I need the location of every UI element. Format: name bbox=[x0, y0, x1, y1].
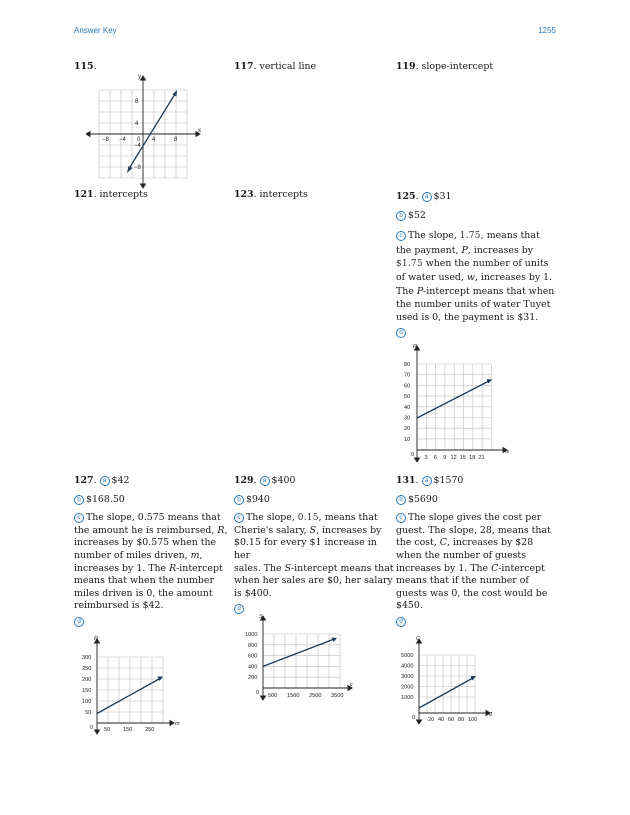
x-tick-label: 21 bbox=[478, 455, 485, 461]
y-tick-label: 400 bbox=[248, 664, 258, 671]
answer-117 bbox=[234, 61, 316, 74]
x-tick-label: 80 bbox=[458, 717, 465, 723]
part-c-text: c The slope, 1.75, means that the payment, P, increases by $1.75 when the number of units of water used, w, increases by 1. The P-intercept means that when the number units of water Tuyet used is 0, the payment is $31. bbox=[396, 230, 555, 324]
y-tick-label: 150 bbox=[82, 688, 92, 694]
running-header-title: Answer Key bbox=[74, 26, 117, 35]
answer-129 bbox=[234, 475, 394, 616]
y-tick-label: 4000 bbox=[401, 663, 414, 670]
x-tick-label: 18 bbox=[469, 455, 476, 461]
x-tick-label: 20 bbox=[428, 717, 435, 723]
x-tick-label: 100 bbox=[468, 717, 478, 723]
y-tick-label: 70 bbox=[404, 372, 411, 379]
y-tick-label: 50 bbox=[85, 710, 92, 716]
answer-121 bbox=[74, 189, 148, 202]
x-tick-label: 4 bbox=[152, 137, 156, 143]
answer-number: 129 bbox=[234, 475, 254, 486]
part-marker-c: c bbox=[396, 231, 406, 241]
part-marker-d: d bbox=[396, 617, 406, 627]
y-tick-label: −4 bbox=[134, 143, 141, 149]
y-axis-label: C bbox=[416, 636, 421, 642]
graph-line bbox=[417, 382, 488, 419]
answer-number: 119 bbox=[396, 61, 416, 72]
x-tick-label: 3 bbox=[424, 455, 428, 461]
y-tick-label: 60 bbox=[404, 383, 411, 390]
part-c-text: c The slope, 0.575 means that the amount he is reimbursed, R, increases by $0.575 when the number of miles driven, m, increases by 1. The R-intercept means that when the number miles driven is 0, the amount reimbursed is $42. bbox=[74, 512, 228, 612]
part-marker-b: b bbox=[234, 495, 244, 505]
x-axis-label: x bbox=[198, 128, 201, 134]
y-tick-label: 800 bbox=[248, 642, 258, 649]
y-tick-label: 80 bbox=[404, 362, 411, 368]
y-tick-label: 100 bbox=[82, 699, 92, 705]
y-tick-label: 30 bbox=[404, 415, 411, 422]
answer-number: 125 bbox=[396, 191, 416, 202]
x-axis-label: m bbox=[175, 721, 180, 727]
part-b-text: $168.50 bbox=[86, 493, 125, 505]
part-a-text: $42 bbox=[111, 475, 130, 486]
x-tick-label: 500 bbox=[268, 693, 278, 699]
y-tick-label: 200 bbox=[82, 677, 92, 683]
part-a-text: $31 bbox=[433, 191, 452, 202]
y-axis-label: S bbox=[259, 614, 263, 620]
part-b-text: $940 bbox=[246, 493, 270, 505]
y-tick-label: 8 bbox=[135, 99, 139, 105]
answer-text: . slope-intercept bbox=[415, 61, 494, 72]
y-tick-label: 3000 bbox=[401, 674, 414, 680]
part-marker-b: b bbox=[396, 495, 406, 505]
x-tick-label: 12 bbox=[450, 455, 457, 461]
x-axis-label: g bbox=[489, 711, 493, 717]
y-tick-label: 1000 bbox=[245, 632, 258, 638]
part-marker-a: a bbox=[100, 476, 110, 486]
answer-number: 131 bbox=[396, 475, 416, 486]
part-marker-d: d bbox=[396, 328, 406, 338]
x-tick-label: 60 bbox=[448, 717, 455, 723]
answer-127 bbox=[74, 475, 234, 629]
x-tick-label: −8 bbox=[102, 137, 109, 143]
x-axis-label: w bbox=[505, 449, 510, 455]
answer-text: . intercepts bbox=[93, 189, 148, 200]
x-tick-label: 3500 bbox=[331, 693, 344, 699]
graph-line bbox=[263, 640, 333, 667]
graph-127 bbox=[78, 633, 193, 735]
part-a-text: $400 bbox=[271, 475, 296, 486]
y-tick-label: 250 bbox=[82, 666, 92, 672]
origin-label: 0 bbox=[90, 725, 94, 731]
part-b-text: $52 bbox=[408, 209, 426, 221]
line-arrow-head bbox=[173, 90, 178, 97]
y-tick-label: −8 bbox=[134, 165, 141, 171]
part-b-text: $5690 bbox=[408, 493, 438, 505]
answer-dot: . bbox=[93, 475, 97, 486]
answer-number: 127 bbox=[74, 475, 94, 486]
y-tick-label: 1000 bbox=[401, 695, 414, 701]
y-axis-label: R bbox=[94, 636, 99, 642]
part-marker-d: d bbox=[234, 604, 244, 614]
x-tick-label: 15 bbox=[459, 455, 467, 461]
part-marker-c: c bbox=[396, 513, 406, 523]
answer-number: 123 bbox=[234, 189, 254, 200]
part-marker-a: a bbox=[422, 476, 432, 486]
y-axis-label: P bbox=[413, 344, 417, 350]
page-number: 1255 bbox=[538, 26, 556, 35]
part-marker-b: b bbox=[396, 211, 406, 221]
axes bbox=[86, 76, 200, 188]
answer-text: . bbox=[93, 61, 97, 72]
answer-dot: . bbox=[415, 475, 419, 486]
origin-label: 0 bbox=[256, 690, 260, 696]
origin-label: 0 bbox=[137, 137, 141, 143]
graph-115 bbox=[86, 72, 206, 190]
origin-label: 0 bbox=[411, 452, 415, 458]
y-tick-label: 600 bbox=[248, 653, 258, 660]
y-tick-label: 4 bbox=[135, 121, 139, 127]
x-tick-label: 2500 bbox=[309, 693, 322, 699]
answer-number: 121 bbox=[74, 189, 94, 200]
answer-number: 115 bbox=[74, 61, 94, 72]
y-tick-label: 20 bbox=[404, 426, 411, 433]
part-a-text: $1570 bbox=[433, 475, 464, 486]
graph-line bbox=[97, 679, 159, 714]
graph-131 bbox=[386, 633, 501, 728]
part-marker-d: d bbox=[74, 617, 84, 627]
y-tick-label: 40 bbox=[404, 404, 411, 411]
x-tick-label: −4 bbox=[119, 137, 126, 143]
y-tick-label: 10 bbox=[404, 436, 411, 443]
answer-text: . vertical line bbox=[253, 61, 317, 72]
x-tick-label: 9 bbox=[443, 455, 447, 461]
part-marker-a: a bbox=[260, 476, 270, 486]
part-marker-a: a bbox=[422, 192, 432, 202]
origin-label: 0 bbox=[412, 715, 416, 721]
answer-dot: . bbox=[253, 475, 257, 486]
x-tick-label: 50 bbox=[104, 727, 111, 733]
x-tick-label: 1500 bbox=[287, 693, 300, 699]
answer-dot: . bbox=[415, 191, 419, 202]
answer-text: . intercepts bbox=[253, 189, 308, 200]
x-tick-label: 250 bbox=[145, 727, 155, 733]
y-tick-label: 5000 bbox=[401, 653, 414, 659]
x-axis-label: c bbox=[350, 682, 353, 688]
answer-125 bbox=[396, 191, 561, 340]
part-marker-c: c bbox=[234, 513, 244, 523]
y-tick-label: 2000 bbox=[401, 684, 414, 691]
part-marker-c: c bbox=[74, 513, 84, 523]
x-tick-label: 6 bbox=[433, 455, 437, 461]
y-tick-label: 200 bbox=[248, 675, 258, 682]
answer-123 bbox=[234, 189, 308, 202]
graph-125 bbox=[398, 342, 513, 462]
answer-131 bbox=[396, 475, 561, 629]
x-tick-label: 8 bbox=[174, 137, 178, 143]
graph-129 bbox=[236, 612, 361, 702]
x-tick-label: 150 bbox=[123, 727, 133, 733]
answer-119 bbox=[396, 61, 493, 74]
y-axis-label: y bbox=[138, 74, 141, 80]
answer-number: 117 bbox=[234, 61, 254, 72]
part-marker-b: b bbox=[74, 495, 84, 505]
x-tick-label: 40 bbox=[438, 717, 445, 723]
y-tick-label: 300 bbox=[82, 655, 92, 661]
part-c-text: c The slope, 0.15, means that Cherie's salary, S, increases by $0.15 for every $1 increase in her sales. The S-intercept means that when her sales are $0, her salary is $400. bbox=[234, 512, 394, 599]
part-c-text: c The slope gives the cost per guest. The slope, 28, means that the cost, C, increases by $28 when the number of guests increases by 1. The C-intercept means that if the number of guests was 0, the cost would be $450. bbox=[396, 512, 551, 612]
y-tick-label: 50 bbox=[404, 394, 411, 401]
